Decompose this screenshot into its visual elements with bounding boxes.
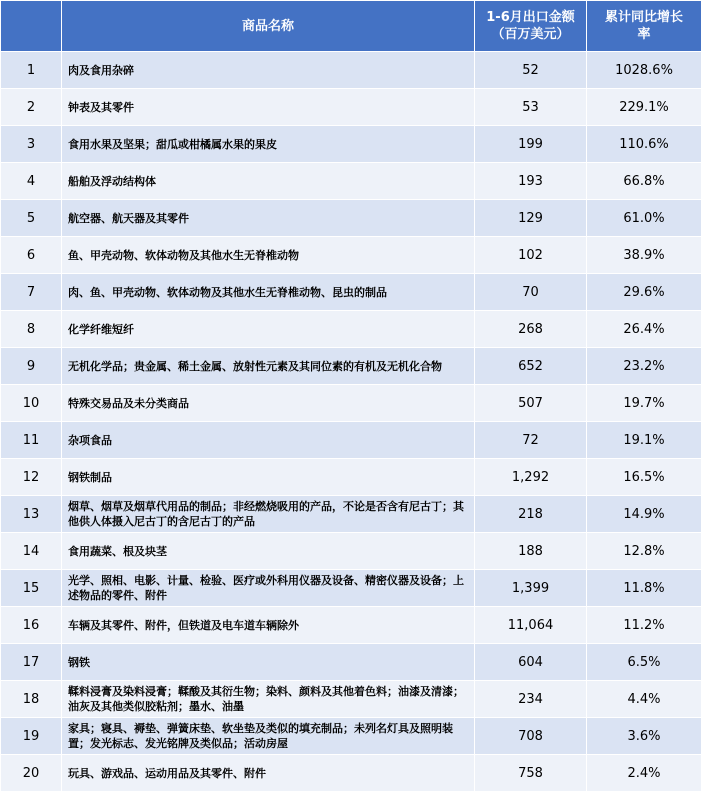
rank-cell: 5 bbox=[1, 200, 62, 237]
export-amount-cell: 507 bbox=[475, 385, 587, 422]
export-amount-cell: 53 bbox=[475, 89, 587, 126]
table-row bbox=[1, 607, 702, 644]
export-amount-cell: 218 bbox=[475, 496, 587, 533]
table-row bbox=[1, 681, 702, 718]
table-row bbox=[1, 200, 702, 237]
rank-cell: 15 bbox=[1, 570, 62, 607]
rank-cell: 8 bbox=[1, 311, 62, 348]
yoy-growth-cell: 16.5% bbox=[587, 459, 702, 496]
rank-cell: 9 bbox=[1, 348, 62, 385]
table-row bbox=[1, 718, 702, 755]
header-export-amount-line2: （百万美元） bbox=[491, 27, 570, 42]
product-name-cell: 烟草、烟草及烟草代用品的制品；非经燃烧吸用的产品，不论是否含有尼古丁；其他供人体摄入尼古丁的含尼古丁的产品 bbox=[62, 496, 475, 533]
header-yoy-growth-line1: 累计同比增长 bbox=[604, 10, 683, 25]
table-row bbox=[1, 348, 702, 385]
yoy-growth-cell: 11.2% bbox=[587, 607, 702, 644]
export-amount-cell: 11,064 bbox=[475, 607, 587, 644]
export-amount-cell: 652 bbox=[475, 348, 587, 385]
header-product-name: 商品名称 bbox=[62, 1, 475, 52]
product-name-cell: 肉及食用杂碎 bbox=[62, 52, 475, 89]
yoy-growth-cell: 4.4% bbox=[587, 681, 702, 718]
product-name-cell: 钢铁制品 bbox=[62, 459, 475, 496]
rank-cell: 14 bbox=[1, 533, 62, 570]
table-row bbox=[1, 237, 702, 274]
rank-cell: 16 bbox=[1, 607, 62, 644]
yoy-growth-cell: 38.9% bbox=[587, 237, 702, 274]
yoy-growth-cell: 19.1% bbox=[587, 422, 702, 459]
table-row bbox=[1, 311, 702, 348]
yoy-growth-cell: 23.2% bbox=[587, 348, 702, 385]
yoy-growth-cell: 66.8% bbox=[587, 163, 702, 200]
yoy-growth-cell: 229.1% bbox=[587, 89, 702, 126]
product-name-cell: 食用蔬菜、根及块茎 bbox=[62, 533, 475, 570]
product-name-cell: 无机化学品；贵金属、稀土金属、放射性元素及其同位素的有机及无机化合物 bbox=[62, 348, 475, 385]
product-name-cell: 化学纤维短纤 bbox=[62, 311, 475, 348]
table-row bbox=[1, 163, 702, 200]
product-name-cell: 船舶及浮动结构体 bbox=[62, 163, 475, 200]
header-yoy-growth bbox=[587, 1, 702, 52]
yoy-growth-cell: 2.4% bbox=[587, 755, 702, 792]
rank-cell: 13 bbox=[1, 496, 62, 533]
product-name-cell: 鞣料浸膏及染料浸膏；鞣酸及其衍生物；染料、颜料及其他着色料；油漆及清漆；油灰及其他类似胶粘剂；墨水、油墨 bbox=[62, 681, 475, 718]
export-amount-cell: 72 bbox=[475, 422, 587, 459]
product-name-cell: 肉、鱼、甲壳动物、软体动物及其他水生无脊椎动物、昆虫的制品 bbox=[62, 274, 475, 311]
export-amount-cell: 52 bbox=[475, 52, 587, 89]
rank-cell: 18 bbox=[1, 681, 62, 718]
export-amount-cell: 193 bbox=[475, 163, 587, 200]
rank-cell: 17 bbox=[1, 644, 62, 681]
product-name-cell: 航空器、航天器及其零件 bbox=[62, 200, 475, 237]
rank-cell: 20 bbox=[1, 755, 62, 792]
export-amount-cell: 70 bbox=[475, 274, 587, 311]
table-row bbox=[1, 422, 702, 459]
table-row bbox=[1, 533, 702, 570]
product-name-cell: 光学、照相、电影、计量、检验、医疗或外科用仪器及设备、精密仪器及设备；上述物品的零件、附件 bbox=[62, 570, 475, 607]
product-name-cell: 玩具、游戏品、运动用品及其零件、附件 bbox=[62, 755, 475, 792]
export-amount-cell: 199 bbox=[475, 126, 587, 163]
rank-cell: 12 bbox=[1, 459, 62, 496]
export-amount-cell: 234 bbox=[475, 681, 587, 718]
yoy-growth-cell: 19.7% bbox=[587, 385, 702, 422]
rank-cell: 7 bbox=[1, 274, 62, 311]
table-row bbox=[1, 89, 702, 126]
export-amount-cell: 129 bbox=[475, 200, 587, 237]
yoy-growth-cell: 26.4% bbox=[587, 311, 702, 348]
export-amount-cell: 1,399 bbox=[475, 570, 587, 607]
product-name-cell: 鱼、甲壳动物、软体动物及其他水生无脊椎动物 bbox=[62, 237, 475, 274]
rank-cell: 11 bbox=[1, 422, 62, 459]
header-export-amount-line1: 1-6月出口金额 bbox=[486, 10, 575, 25]
export-amount-cell: 758 bbox=[475, 755, 587, 792]
product-name-cell: 杂项食品 bbox=[62, 422, 475, 459]
product-name-cell: 特殊交易品及未分类商品 bbox=[62, 385, 475, 422]
export-amount-cell: 708 bbox=[475, 718, 587, 755]
table-row bbox=[1, 52, 702, 89]
table-header-row bbox=[1, 1, 702, 52]
table-row bbox=[1, 385, 702, 422]
table-row bbox=[1, 459, 702, 496]
export-amount-cell: 268 bbox=[475, 311, 587, 348]
export-amount-cell: 604 bbox=[475, 644, 587, 681]
header-yoy-growth-line2: 率 bbox=[637, 27, 651, 42]
product-name-cell: 食用水果及坚果；甜瓜或柑橘属水果的果皮 bbox=[62, 126, 475, 163]
rank-cell: 19 bbox=[1, 718, 62, 755]
yoy-growth-cell: 1028.6% bbox=[587, 52, 702, 89]
rank-cell: 4 bbox=[1, 163, 62, 200]
product-name-cell: 家具；寝具、褥垫、弹簧床垫、软坐垫及类似的填充制品；未列名灯具及照明装置；发光标志、发光铭牌及类似品；活动房屋 bbox=[62, 718, 475, 755]
export-amount-cell: 1,292 bbox=[475, 459, 587, 496]
yoy-growth-cell: 12.8% bbox=[587, 533, 702, 570]
product-name-cell: 钟表及其零件 bbox=[62, 89, 475, 126]
product-name-cell: 钢铁 bbox=[62, 644, 475, 681]
rank-cell: 3 bbox=[1, 126, 62, 163]
table-row bbox=[1, 496, 702, 533]
table-row bbox=[1, 755, 702, 792]
yoy-growth-cell: 110.6% bbox=[587, 126, 702, 163]
yoy-growth-cell: 29.6% bbox=[587, 274, 702, 311]
header-rank bbox=[1, 1, 62, 52]
rank-cell: 10 bbox=[1, 385, 62, 422]
table-body bbox=[1, 52, 702, 792]
yoy-growth-cell: 11.8% bbox=[587, 570, 702, 607]
product-name-cell: 车辆及其零件、附件，但铁道及电车道车辆除外 bbox=[62, 607, 475, 644]
table-row bbox=[1, 644, 702, 681]
table-row bbox=[1, 126, 702, 163]
yoy-growth-cell: 14.9% bbox=[587, 496, 702, 533]
yoy-growth-cell: 61.0% bbox=[587, 200, 702, 237]
rank-cell: 6 bbox=[1, 237, 62, 274]
table-row bbox=[1, 570, 702, 607]
rank-cell: 2 bbox=[1, 89, 62, 126]
yoy-growth-cell: 6.5% bbox=[587, 644, 702, 681]
export-amount-cell: 188 bbox=[475, 533, 587, 570]
export-amount-cell: 102 bbox=[475, 237, 587, 274]
yoy-growth-cell: 3.6% bbox=[587, 718, 702, 755]
header-export-amount bbox=[475, 1, 587, 52]
rank-cell: 1 bbox=[1, 52, 62, 89]
table-row bbox=[1, 274, 702, 311]
